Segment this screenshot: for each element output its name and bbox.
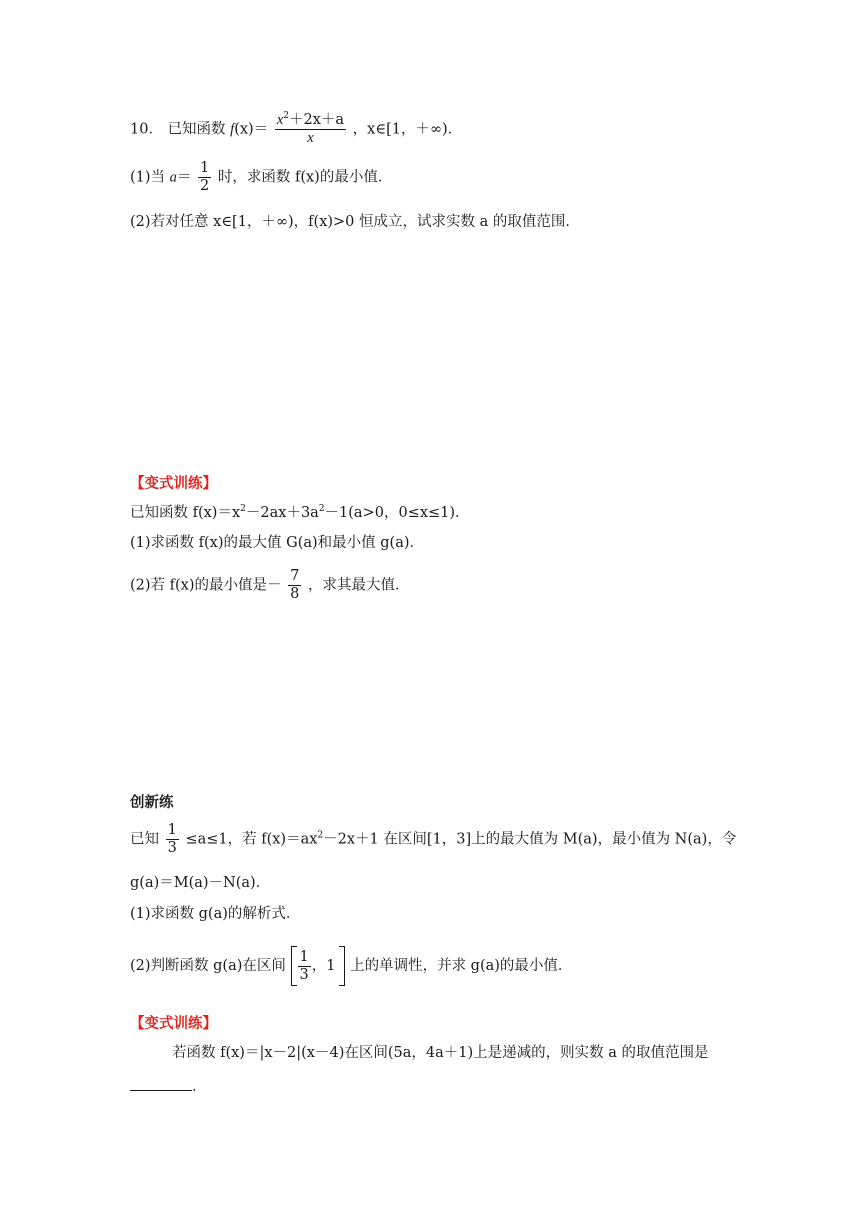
innovation-intro: 已知 $\frac{1}{3}$ ≤a≤1，若 $f(x)=ax^2-2x+1$ 在区间[1，3]上的最大值为 M(a)，最小值为 N(a)，令: [130, 822, 737, 856]
interval-right-bracket: [339, 946, 345, 986]
question-number: 10．: [130, 121, 163, 138]
seven-eighths-fraction: $\frac{7}{8}$: [290, 568, 300, 602]
innovation-g-definition: g(a)＝M(a)－N(a)．: [130, 875, 271, 891]
variant-heading-1: 【变式训练】: [130, 475, 217, 492]
answer-blank: [130, 1076, 192, 1091]
innovation-heading: 创新练: [130, 794, 174, 811]
innovation-part1: (1)求函数 g(a)的解析式．: [130, 906, 301, 922]
variant-heading-2: 【变式训练】: [130, 1015, 217, 1032]
one-third-fraction: $\frac{1}{3}$: [167, 822, 177, 856]
interval-left-bracket: [291, 946, 297, 986]
function-fraction: $\frac{x^2+2x+a}{x}$: [276, 111, 345, 146]
variant-2-answer-line: ．: [130, 1076, 207, 1097]
variant-2-question: 若函数 f(x)＝|x－2|(x－4)在区间(5a，4a＋1)上是递减的，则实数 a 的取值范围是: [172, 1045, 709, 1061]
interval-fraction: $\frac{1}{3}$: [299, 948, 309, 983]
question-10-line: [130, 112, 462, 147]
variant-1-part2: (2)若 f(x)的最小值是－ $\frac{7}{8}$ ，求其最大值．: [130, 568, 410, 602]
question-10-part2: (2)若对任意 x∈[1，＋∞)，f(x)>0 恒成立，试求实数 a 的取值范围．: [130, 214, 580, 230]
function-arg: (x)＝: [234, 121, 269, 138]
function-domain: ，x∈[1，＋∞)．: [352, 121, 463, 138]
variant-1-intro: 已知函数 $f(x)=x^2-2ax+3a^2-1(a>0$，0≤x≤1)．: [130, 504, 470, 521]
question-10-part1: (1)当 a＝ $\frac{1}{2}$ 时，求函数 f(x)的最小值．: [130, 160, 393, 194]
function-name: f: [230, 121, 235, 138]
half-fraction: $\frac{1}{2}$: [200, 160, 210, 194]
variant-1-part1: (1)求函数 f(x)的最大值 G(a)和最小值 g(a)．: [130, 535, 425, 551]
innovation-part2: (2)判断函数 g(a)在区间 $\frac{1}{3}$ ，1 上的单调性，并求 g(a)的最小值．: [130, 946, 572, 986]
question-intro: 已知函数: [167, 121, 226, 138]
